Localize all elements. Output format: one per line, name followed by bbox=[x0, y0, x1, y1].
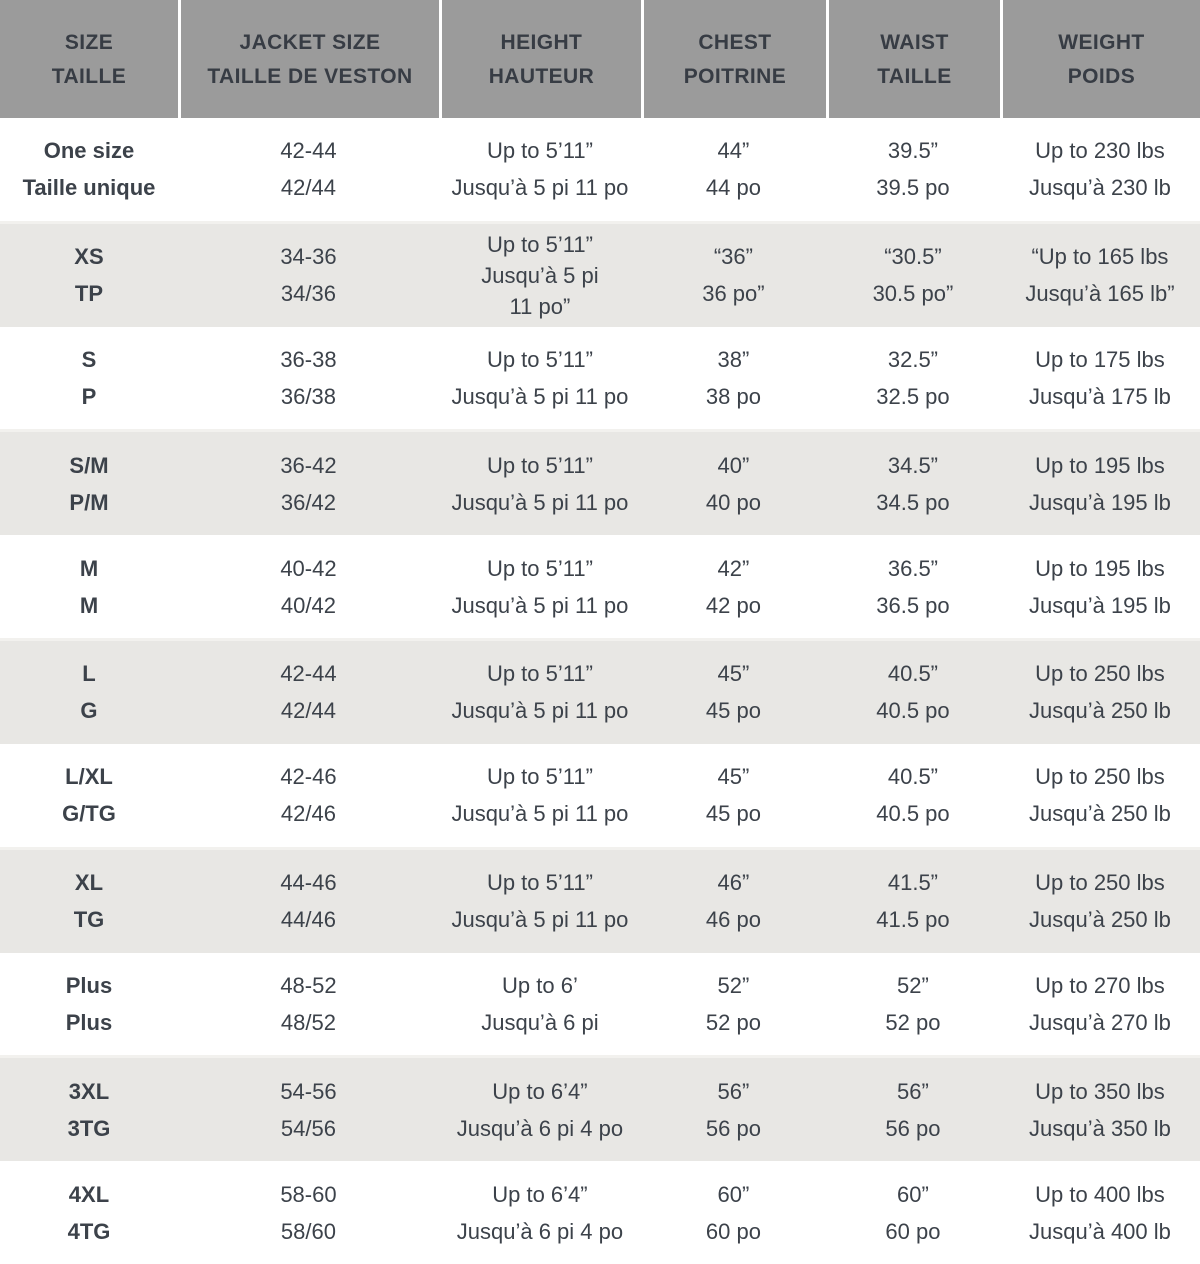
jacket-size-cell bbox=[178, 327, 439, 430]
table-row bbox=[0, 744, 1200, 847]
chest-cell bbox=[641, 224, 826, 327]
height-cell bbox=[439, 535, 641, 638]
chest-cell bbox=[641, 118, 826, 221]
cell-line: 36/38 bbox=[280, 384, 336, 410]
chest-cell bbox=[641, 327, 826, 430]
header-label-line: HAUTEUR bbox=[488, 64, 595, 88]
cell-line: Jusqu’à 250 lb bbox=[1029, 698, 1171, 724]
cell-line: 60” bbox=[897, 1181, 929, 1207]
cell-line: 45” bbox=[717, 764, 750, 790]
cell-line: S bbox=[81, 347, 97, 373]
cell-line: 40.5 po bbox=[876, 801, 950, 827]
height-cell bbox=[439, 224, 641, 327]
waist-cell bbox=[826, 1058, 1000, 1161]
waist-cell bbox=[826, 327, 1000, 430]
cell-line: 36/42 bbox=[280, 489, 336, 515]
cell-line: 39.5” bbox=[887, 138, 939, 164]
weight-cell bbox=[1000, 744, 1200, 847]
cell-line: 45 po bbox=[705, 801, 761, 827]
cell-line: 40.5” bbox=[887, 764, 939, 790]
cell-line: 40-42 bbox=[280, 555, 337, 581]
cell-line: 54-56 bbox=[280, 1078, 337, 1104]
height-cell bbox=[439, 1161, 641, 1264]
cell-line: “Up to 165 lbs bbox=[1031, 244, 1169, 270]
cell-line: 52” bbox=[717, 972, 750, 998]
cell-line: Jusqu’à 250 lb bbox=[1029, 801, 1171, 827]
weight-cell bbox=[1000, 1161, 1200, 1264]
table-body bbox=[0, 118, 1200, 1264]
cell-line: 58/60 bbox=[280, 1218, 336, 1244]
cell-line: 34/36 bbox=[280, 281, 336, 307]
waist-cell bbox=[826, 535, 1000, 638]
cell-line: 4XL bbox=[68, 1181, 110, 1207]
cell-line: 54/56 bbox=[280, 1115, 336, 1141]
jacket-size-cell bbox=[178, 432, 439, 535]
cell-line: 60” bbox=[717, 1181, 750, 1207]
table-row bbox=[0, 1161, 1200, 1264]
jacket-size-cell bbox=[178, 1161, 439, 1264]
header-label-line: POIDS bbox=[1067, 64, 1136, 88]
cell-line: Up to 5’11” bbox=[486, 452, 593, 478]
chest-cell bbox=[641, 1161, 826, 1264]
cell-line: 56 po bbox=[705, 1115, 761, 1141]
size-cell bbox=[0, 953, 178, 1056]
cell-line: 56 po bbox=[885, 1115, 941, 1141]
cell-line: M bbox=[79, 555, 99, 581]
chest-cell bbox=[641, 1058, 826, 1161]
cell-line: Jusqu’à 5 pi 11 po bbox=[451, 698, 629, 724]
cell-line: Up to 6’4” bbox=[492, 1078, 588, 1104]
size-cell bbox=[0, 641, 178, 744]
size-cell bbox=[0, 744, 178, 847]
cell-line: Jusqu’à 5 pi bbox=[481, 262, 599, 288]
column-header-weight bbox=[1000, 0, 1200, 118]
cell-line: Jusqu’à 6 pi 4 po bbox=[456, 1115, 624, 1141]
header-label-line: TAILLE bbox=[51, 64, 127, 88]
column-header-jacket-size bbox=[178, 0, 439, 118]
cell-line: 36-38 bbox=[280, 347, 337, 373]
jacket-size-cell bbox=[178, 224, 439, 327]
cell-line: 40.5” bbox=[887, 661, 939, 687]
cell-line: Jusqu’à 5 pi 11 po bbox=[451, 489, 629, 515]
cell-line: L/XL bbox=[65, 764, 113, 790]
chest-cell bbox=[641, 744, 826, 847]
table-header bbox=[0, 0, 1200, 118]
waist-cell bbox=[826, 432, 1000, 535]
jacket-size-cell bbox=[178, 953, 439, 1056]
size-cell bbox=[0, 850, 178, 953]
cell-line: Jusqu’à 400 lb bbox=[1029, 1218, 1171, 1244]
cell-line: Up to 5’11” bbox=[486, 347, 593, 373]
cell-line: Plus bbox=[65, 1009, 113, 1035]
cell-line: Jusqu’à 350 lb bbox=[1029, 1115, 1171, 1141]
height-cell bbox=[439, 850, 641, 953]
cell-line: 60 po bbox=[705, 1218, 761, 1244]
height-cell bbox=[439, 1058, 641, 1161]
cell-line: 40/42 bbox=[280, 592, 336, 618]
table-row bbox=[0, 638, 1200, 744]
header-label-line: HEIGHT bbox=[500, 30, 583, 54]
cell-line: 34-36 bbox=[280, 244, 337, 270]
cell-line: Up to 6’4” bbox=[492, 1181, 588, 1207]
cell-line: 42/44 bbox=[280, 698, 336, 724]
cell-line: 56” bbox=[897, 1078, 929, 1104]
cell-line: Up to 5’11” bbox=[486, 764, 593, 790]
cell-line: 42-46 bbox=[280, 764, 337, 790]
cell-line: Jusqu’à 165 lb” bbox=[1025, 281, 1175, 307]
cell-line: Taille unique bbox=[22, 175, 156, 201]
weight-cell bbox=[1000, 535, 1200, 638]
cell-line: Jusqu’à 5 pi 11 po bbox=[451, 907, 629, 933]
header-label-line: JACKET SIZE bbox=[239, 30, 381, 54]
cell-line: Jusqu’à 175 lb bbox=[1029, 384, 1171, 410]
height-cell bbox=[439, 641, 641, 744]
cell-line: 42 po bbox=[705, 592, 761, 618]
cell-line: 42/46 bbox=[280, 801, 336, 827]
column-header-height bbox=[439, 0, 641, 118]
table-row bbox=[0, 847, 1200, 953]
header-label-line: POITRINE bbox=[683, 64, 787, 88]
cell-line: 56” bbox=[717, 1078, 750, 1104]
cell-line: 45 po bbox=[705, 698, 761, 724]
cell-line: 45” bbox=[717, 661, 750, 687]
cell-line: 34.5 po bbox=[876, 489, 950, 515]
cell-line: 36.5” bbox=[887, 555, 939, 581]
cell-line: 46” bbox=[717, 870, 750, 896]
cell-line: 38 po bbox=[705, 384, 761, 410]
cell-line: Up to 230 lbs bbox=[1035, 138, 1165, 164]
cell-line: Up to 195 lbs bbox=[1035, 555, 1165, 581]
cell-line: 41.5” bbox=[887, 870, 939, 896]
chest-cell bbox=[641, 953, 826, 1056]
cell-line: 39.5 po bbox=[876, 175, 950, 201]
size-cell bbox=[0, 1161, 178, 1264]
size-cell bbox=[0, 535, 178, 638]
cell-line: TP bbox=[74, 281, 104, 307]
cell-line: Jusqu’à 6 pi bbox=[481, 1009, 599, 1035]
table-row bbox=[0, 535, 1200, 638]
cell-line: 4TG bbox=[67, 1218, 111, 1244]
size-cell bbox=[0, 432, 178, 535]
weight-cell bbox=[1000, 850, 1200, 953]
cell-line: Jusqu’à 5 pi 11 po bbox=[451, 384, 629, 410]
weight-cell bbox=[1000, 224, 1200, 327]
jacket-size-cell bbox=[178, 535, 439, 638]
chest-cell bbox=[641, 535, 826, 638]
size-cell bbox=[0, 1058, 178, 1161]
chest-cell bbox=[641, 850, 826, 953]
weight-cell bbox=[1000, 432, 1200, 535]
cell-line: One size bbox=[43, 138, 135, 164]
cell-line: 40” bbox=[717, 452, 750, 478]
cell-line: 36.5 po bbox=[876, 592, 950, 618]
cell-line: 34.5” bbox=[887, 452, 939, 478]
table-row bbox=[0, 429, 1200, 535]
cell-line: Up to 250 lbs bbox=[1035, 661, 1165, 687]
height-cell bbox=[439, 118, 641, 221]
cell-line: 32.5 po bbox=[876, 384, 950, 410]
cell-line: Plus bbox=[65, 972, 113, 998]
size-cell bbox=[0, 327, 178, 430]
cell-line: 46 po bbox=[705, 907, 761, 933]
cell-line: G bbox=[80, 698, 98, 724]
table-row bbox=[0, 221, 1200, 327]
cell-line: 58-60 bbox=[280, 1181, 337, 1207]
height-cell bbox=[439, 327, 641, 430]
size-cell bbox=[0, 118, 178, 221]
weight-cell bbox=[1000, 1058, 1200, 1161]
table-row bbox=[0, 953, 1200, 1056]
header-label-line: TAILLE DE VESTON bbox=[207, 64, 413, 88]
jacket-size-cell bbox=[178, 1058, 439, 1161]
cell-line: Up to 5’11” bbox=[486, 870, 593, 896]
cell-line: Up to 5’11” bbox=[486, 138, 593, 164]
weight-cell bbox=[1000, 641, 1200, 744]
weight-cell bbox=[1000, 953, 1200, 1056]
cell-line: Jusqu’à 5 pi 11 po bbox=[451, 592, 629, 618]
header-label-line: CHEST bbox=[698, 30, 772, 54]
cell-line: “30.5” bbox=[884, 244, 942, 270]
cell-line: G/TG bbox=[62, 801, 116, 827]
jacket-size-cell bbox=[178, 850, 439, 953]
cell-line: XL bbox=[74, 870, 104, 896]
cell-line: Up to 270 lbs bbox=[1035, 972, 1165, 998]
cell-line: 36 po” bbox=[702, 281, 765, 307]
cell-line: Up to 250 lbs bbox=[1035, 870, 1165, 896]
cell-line: Jusqu’à 5 pi 11 po bbox=[451, 801, 629, 827]
cell-line: Up to 350 lbs bbox=[1035, 1078, 1165, 1104]
waist-cell bbox=[826, 744, 1000, 847]
cell-line: Up to 400 lbs bbox=[1035, 1181, 1165, 1207]
cell-line: 52 po bbox=[705, 1009, 761, 1035]
jacket-size-cell bbox=[178, 744, 439, 847]
cell-line: Jusqu’à 270 lb bbox=[1029, 1009, 1171, 1035]
waist-cell bbox=[826, 850, 1000, 953]
cell-line: M bbox=[79, 592, 99, 618]
cell-line: 42” bbox=[717, 555, 750, 581]
cell-line: XS bbox=[74, 244, 104, 270]
cell-line: 11 po” bbox=[509, 293, 571, 319]
size-cell bbox=[0, 224, 178, 327]
column-header-size bbox=[0, 0, 178, 118]
cell-line: Up to 5’11” bbox=[486, 231, 593, 257]
cell-line: Up to 6’ bbox=[502, 972, 578, 998]
waist-cell bbox=[826, 1161, 1000, 1264]
table-row bbox=[0, 1055, 1200, 1161]
cell-line: 60 po bbox=[885, 1218, 941, 1244]
cell-line: Up to 195 lbs bbox=[1035, 452, 1165, 478]
cell-line: 44 po bbox=[705, 175, 761, 201]
waist-cell bbox=[826, 224, 1000, 327]
cell-line: Jusqu’à 6 pi 4 po bbox=[456, 1218, 624, 1244]
cell-line: 42-44 bbox=[280, 661, 337, 687]
cell-line: TG bbox=[73, 907, 105, 933]
cell-line: Jusqu’à 230 lb bbox=[1029, 175, 1171, 201]
cell-line: P bbox=[81, 384, 97, 410]
weight-cell bbox=[1000, 118, 1200, 221]
cell-line: Jusqu’à 195 lb bbox=[1029, 592, 1171, 618]
cell-line: 38” bbox=[717, 347, 750, 373]
cell-line: P/M bbox=[69, 489, 109, 515]
cell-line: 52” bbox=[897, 972, 929, 998]
cell-line: 30.5 po” bbox=[872, 281, 954, 307]
cell-line: Up to 250 lbs bbox=[1035, 764, 1165, 790]
cell-line: 40 po bbox=[705, 489, 761, 515]
cell-line: 48/52 bbox=[280, 1009, 336, 1035]
header-label-line: WAIST bbox=[880, 30, 949, 54]
cell-line: 3TG bbox=[67, 1115, 111, 1141]
cell-line: 44/46 bbox=[280, 907, 336, 933]
cell-line: 48-52 bbox=[280, 972, 337, 998]
header-label-line: WEIGHT bbox=[1058, 30, 1145, 54]
cell-line: 36-42 bbox=[280, 452, 337, 478]
cell-line: 3XL bbox=[68, 1078, 110, 1104]
column-header-chest bbox=[641, 0, 826, 118]
table-row bbox=[0, 327, 1200, 430]
cell-line: L bbox=[82, 661, 96, 687]
cell-line: 44-46 bbox=[280, 870, 337, 896]
weight-cell bbox=[1000, 327, 1200, 430]
cell-line: Jusqu’à 5 pi 11 po bbox=[451, 175, 629, 201]
cell-line: “36” bbox=[713, 244, 753, 270]
cell-line: 52 po bbox=[885, 1009, 941, 1035]
waist-cell bbox=[826, 953, 1000, 1056]
chest-cell bbox=[641, 641, 826, 744]
height-cell bbox=[439, 432, 641, 535]
table-row bbox=[0, 118, 1200, 221]
cell-line: 41.5 po bbox=[876, 907, 950, 933]
cell-line: Jusqu’à 250 lb bbox=[1029, 907, 1171, 933]
column-header-waist bbox=[826, 0, 1000, 118]
jacket-size-cell bbox=[178, 641, 439, 744]
height-cell bbox=[439, 744, 641, 847]
chest-cell bbox=[641, 432, 826, 535]
waist-cell bbox=[826, 641, 1000, 744]
cell-line: 42/44 bbox=[280, 175, 336, 201]
cell-line: 40.5 po bbox=[876, 698, 950, 724]
cell-line: Jusqu’à 195 lb bbox=[1029, 489, 1171, 515]
cell-line: 32.5” bbox=[887, 347, 939, 373]
jacket-size-cell bbox=[178, 118, 439, 221]
waist-cell bbox=[826, 118, 1000, 221]
header-label-line: SIZE bbox=[64, 30, 114, 54]
header-label-line: TAILLE bbox=[877, 64, 952, 88]
cell-line: 44” bbox=[717, 138, 750, 164]
height-cell bbox=[439, 953, 641, 1056]
cell-line: Up to 175 lbs bbox=[1035, 347, 1165, 373]
cell-line: Up to 5’11” bbox=[486, 555, 593, 581]
cell-line: 42-44 bbox=[280, 138, 337, 164]
cell-line: Up to 5’11” bbox=[486, 661, 593, 687]
cell-line: S/M bbox=[69, 452, 109, 478]
